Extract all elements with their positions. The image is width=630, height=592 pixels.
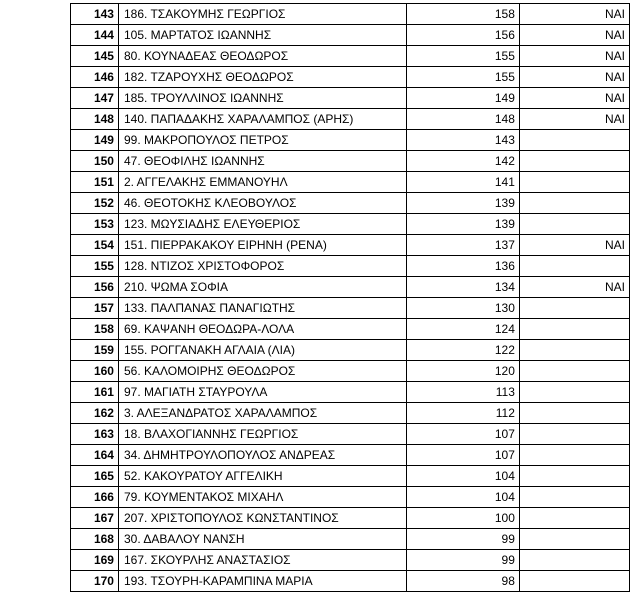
table-row	[71, 361, 630, 382]
candidate-name-cell: 105. ΜΑΡΤΑΤΟΣ ΙΩΑΝΝΗΣ	[118, 25, 406, 46]
candidate-name-cell: 97. ΜΑΓΙΑΤΗ ΣΤΑΥΡΟΥΛΑ	[118, 382, 406, 403]
rank-cell: 156	[71, 277, 119, 298]
rank-cell: 165	[71, 466, 119, 487]
rank-cell: 159	[71, 340, 119, 361]
table-row	[71, 382, 630, 403]
votes-cell: 122	[407, 340, 520, 361]
candidate-name-cell: 3. ΑΛΕΞΑΝΔΡΑΤΟΣ ΧΑΡΑΛΑΜΠΟΣ	[118, 403, 406, 424]
candidate-name-cell: 34. ΔΗΜΗΤΡΟΥΛΟΠΟΥΛΟΣ ΑΝΔΡΕΑΣ	[118, 445, 406, 466]
candidate-name-cell: 2. ΑΓΓΕΛΑΚΗΣ ΕΜΜΑΝΟΥΗΛ	[118, 172, 406, 193]
table-row	[71, 109, 630, 130]
flag-cell	[519, 529, 629, 550]
table-row	[71, 193, 630, 214]
table-row	[71, 67, 630, 88]
rank-cell: 151	[71, 172, 119, 193]
votes-cell: 137	[407, 235, 520, 256]
flag-cell: ΝΑΙ	[519, 235, 629, 256]
rank-cell: 145	[71, 46, 119, 67]
candidate-name-cell: 47. ΘΕΟΦΙΛΗΣ ΙΩΑΝΝΗΣ	[118, 151, 406, 172]
candidate-name-cell: 99. ΜΑΚΡΟΠΟΥΛΟΣ ΠΕΤΡΟΣ	[118, 130, 406, 151]
rank-cell: 163	[71, 424, 119, 445]
candidate-name-cell: 133. ΠΑΛΠΑΝΑΣ ΠΑΝΑΓΙΩΤΗΣ	[118, 298, 406, 319]
flag-cell: ΝΑΙ	[519, 277, 629, 298]
candidate-name-cell: 140. ΠΑΠΑΔΑΚΗΣ ΧΑΡΑΛΑΜΠΟΣ (ΑΡΗΣ)	[118, 109, 406, 130]
rank-cell: 157	[71, 298, 119, 319]
table-row	[71, 508, 630, 529]
flag-cell	[519, 361, 629, 382]
votes-cell: 148	[407, 109, 520, 130]
rank-cell: 161	[71, 382, 119, 403]
table-row	[71, 256, 630, 277]
table-row	[71, 172, 630, 193]
flag-cell	[519, 550, 629, 571]
votes-cell: 136	[407, 256, 520, 277]
results-table-body	[71, 4, 630, 592]
rank-cell: 167	[71, 508, 119, 529]
table-row	[71, 550, 630, 571]
votes-cell: 139	[407, 193, 520, 214]
candidate-name-cell: 79. ΚΟΥΜΕΝΤΑΚΟΣ ΜΙΧΑΗΛ	[118, 487, 406, 508]
table-row	[71, 25, 630, 46]
table-row	[71, 4, 630, 25]
rank-cell: 153	[71, 214, 119, 235]
votes-cell: 120	[407, 361, 520, 382]
rank-cell: 166	[71, 487, 119, 508]
candidate-name-cell: 210. ΨΩΜΑ ΣΟΦΙΑ	[118, 277, 406, 298]
votes-cell: 113	[407, 382, 520, 403]
flag-cell	[519, 445, 629, 466]
candidate-name-cell: 80. ΚΟΥΝΑΔΕΑΣ ΘΕΟΔΩΡΟΣ	[118, 46, 406, 67]
votes-cell: 149	[407, 88, 520, 109]
votes-cell: 112	[407, 403, 520, 424]
flag-cell: ΝΑΙ	[519, 67, 629, 88]
flag-cell: ΝΑΙ	[519, 88, 629, 109]
candidate-name-cell: 186. ΤΣΑΚΟΥΜΗΣ ΓΕΩΡΓΙΟΣ	[118, 4, 406, 25]
flag-cell: ΝΑΙ	[519, 46, 629, 67]
table-row	[71, 319, 630, 340]
candidate-name-cell: 155. ΡΟΓΓΑΝΑΚΗ ΑΓΛΑΙΑ (ΛΙΑ)	[118, 340, 406, 361]
table-row	[71, 424, 630, 445]
votes-cell: 143	[407, 130, 520, 151]
flag-cell	[519, 487, 629, 508]
candidate-name-cell: 46. ΘΕΟΤΟΚΗΣ ΚΛΕΟΒΟΥΛΟΣ	[118, 193, 406, 214]
rank-cell: 150	[71, 151, 119, 172]
votes-cell: 124	[407, 319, 520, 340]
flag-cell	[519, 382, 629, 403]
votes-cell: 100	[407, 508, 520, 529]
flag-cell: ΝΑΙ	[519, 109, 629, 130]
votes-cell: 139	[407, 214, 520, 235]
flag-cell	[519, 466, 629, 487]
candidate-name-cell: 52. ΚΑΚΟΥΡΑΤΟΥ ΑΓΓΕΛΙΚΗ	[118, 466, 406, 487]
flag-cell	[519, 151, 629, 172]
candidate-name-cell: 69. ΚΑΨΑΝΗ ΘΕΟΔΩΡΑ-ΛΟΛΑ	[118, 319, 406, 340]
candidate-name-cell: 18. ΒΛΑΧΟΓΙΑΝΝΗΣ ΓΕΩΡΓΙΟΣ	[118, 424, 406, 445]
rank-cell: 158	[71, 319, 119, 340]
rank-cell: 144	[71, 25, 119, 46]
rank-cell: 162	[71, 403, 119, 424]
table-row	[71, 529, 630, 550]
candidate-name-cell: 56. ΚΑΛΟΜΟΙΡΗΣ ΘΕΟΔΩΡΟΣ	[118, 361, 406, 382]
rank-cell: 152	[71, 193, 119, 214]
candidate-name-cell: 207. ΧΡΙΣΤΟΠΟΥΛΟΣ ΚΩΝΣΤΑΝΤΙΝΟΣ	[118, 508, 406, 529]
table-row	[71, 571, 630, 592]
flag-cell	[519, 298, 629, 319]
votes-cell: 142	[407, 151, 520, 172]
flag-cell	[519, 571, 629, 592]
rank-cell: 169	[71, 550, 119, 571]
table-row	[71, 298, 630, 319]
votes-cell: 158	[407, 4, 520, 25]
votes-cell: 141	[407, 172, 520, 193]
table-row	[71, 445, 630, 466]
table-row	[71, 235, 630, 256]
rank-cell: 164	[71, 445, 119, 466]
votes-cell: 107	[407, 424, 520, 445]
results-table	[70, 3, 630, 592]
candidate-name-cell: 193. ΤΣΟΥΡΗ-ΚΑΡΑΜΠΙΝΑ ΜΑΡΙΑ	[118, 571, 406, 592]
rank-cell: 149	[71, 130, 119, 151]
flag-cell	[519, 319, 629, 340]
votes-cell: 99	[407, 550, 520, 571]
votes-cell: 130	[407, 298, 520, 319]
table-row	[71, 487, 630, 508]
votes-cell: 99	[407, 529, 520, 550]
table-row	[71, 340, 630, 361]
votes-cell: 155	[407, 46, 520, 67]
table-row	[71, 88, 630, 109]
votes-cell: 107	[407, 445, 520, 466]
candidate-name-cell: 151. ΠΙΕΡΡΑΚΑΚΟΥ ΕΙΡΗΝΗ (ΡΕΝΑ)	[118, 235, 406, 256]
flag-cell	[519, 403, 629, 424]
table-row	[71, 46, 630, 67]
rank-cell: 154	[71, 235, 119, 256]
candidate-name-cell: 182. ΤΖΑΡΟΥΧΗΣ ΘΕΟΔΩΡΟΣ	[118, 67, 406, 88]
rank-cell: 168	[71, 529, 119, 550]
candidate-name-cell: 185. ΤΡΟΥΛΛΙΝΟΣ ΙΩΑΝΝΗΣ	[118, 88, 406, 109]
rank-cell: 170	[71, 571, 119, 592]
flag-cell	[519, 172, 629, 193]
candidate-name-cell: 123. ΜΩΥΣΙΑΔΗΣ ΕΛΕΥΘΕΡΙΟΣ	[118, 214, 406, 235]
flag-cell: ΝΑΙ	[519, 25, 629, 46]
rank-cell: 147	[71, 88, 119, 109]
candidate-name-cell: 128. ΝΤΙΖΟΣ ΧΡΙΣΤΟΦΟΡΟΣ	[118, 256, 406, 277]
votes-cell: 156	[407, 25, 520, 46]
table-row	[71, 403, 630, 424]
table-row	[71, 214, 630, 235]
flag-cell	[519, 193, 629, 214]
candidate-name-cell: 30. ΔΑΒΑΛΟΥ ΝΑΝΣΗ	[118, 529, 406, 550]
rank-cell: 148	[71, 109, 119, 130]
flag-cell	[519, 340, 629, 361]
rank-cell: 155	[71, 256, 119, 277]
flag-cell	[519, 424, 629, 445]
votes-cell: 104	[407, 487, 520, 508]
rank-cell: 160	[71, 361, 119, 382]
flag-cell: ΝΑΙ	[519, 4, 629, 25]
votes-cell: 155	[407, 67, 520, 88]
table-row	[71, 130, 630, 151]
votes-cell: 98	[407, 571, 520, 592]
rank-cell: 143	[71, 4, 119, 25]
table-row	[71, 151, 630, 172]
flag-cell	[519, 508, 629, 529]
table-row	[71, 466, 630, 487]
rank-cell: 146	[71, 67, 119, 88]
candidate-name-cell: 167. ΣΚΟΥΡΛΗΣ ΑΝΑΣΤΑΣΙΟΣ	[118, 550, 406, 571]
flag-cell	[519, 256, 629, 277]
votes-cell: 134	[407, 277, 520, 298]
flag-cell	[519, 214, 629, 235]
flag-cell	[519, 130, 629, 151]
table-row	[71, 277, 630, 298]
votes-cell: 104	[407, 466, 520, 487]
